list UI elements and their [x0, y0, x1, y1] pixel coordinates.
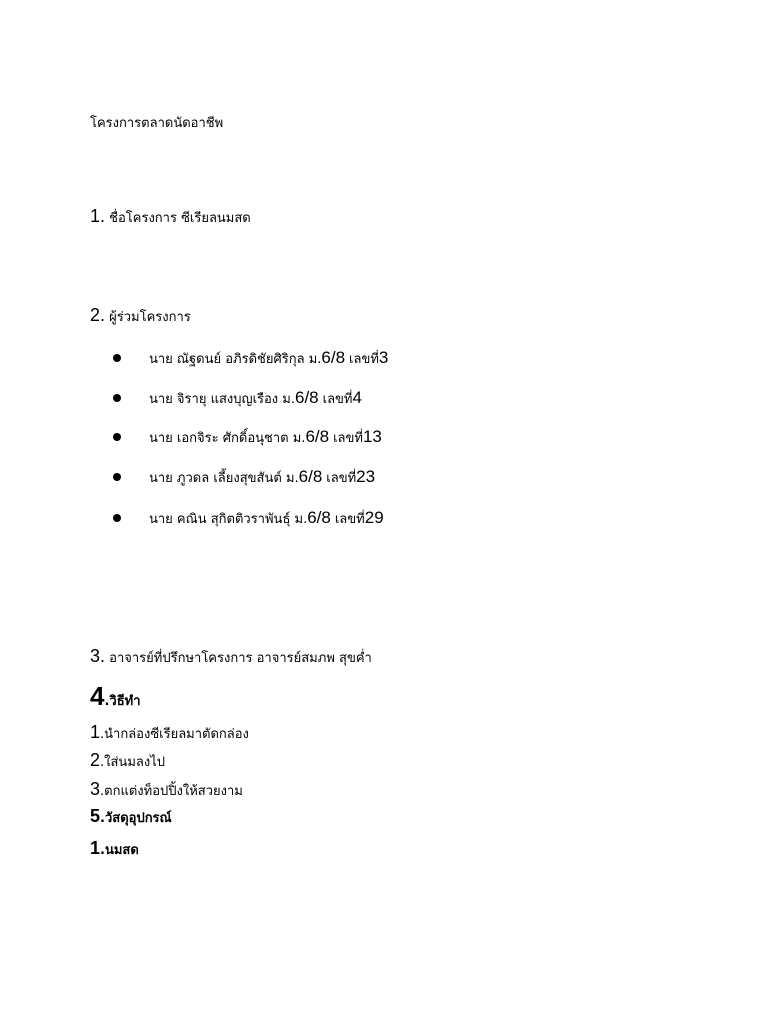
section-5-text: .วัสดุอุปกรณ์: [100, 811, 172, 826]
document-title: [90, 114, 223, 134]
member-number: 3: [378, 348, 389, 367]
bullet-icon: [113, 394, 121, 402]
member-number: 23: [356, 467, 376, 486]
member-number-label: เลขที่: [334, 512, 365, 527]
bullet-icon: [113, 354, 121, 362]
title-text: โครงการตลาดนัดอาชีพ: [90, 116, 224, 131]
member-class: 6/8: [298, 467, 323, 486]
member-list-item: [113, 387, 362, 411]
member-number-label: เลขที่: [349, 352, 379, 367]
bullet-icon: [113, 433, 121, 441]
member-number: 4: [352, 388, 362, 407]
step-number: 2: [90, 750, 101, 770]
section-2: [90, 305, 191, 328]
section-1-number: 1.: [90, 206, 106, 226]
member-name: นาย ภูวดล เลี้ยงสุขสันต์ ม.: [149, 471, 299, 486]
material-text: .นมสด: [100, 843, 139, 858]
member-list-item: [113, 347, 388, 371]
step-text: .ใส่นมลงไป: [100, 755, 165, 770]
section-1: [90, 206, 251, 229]
section-5-heading: [90, 806, 172, 829]
member-list-item: [113, 507, 384, 531]
section-4-text: .วิธีทำ: [104, 694, 141, 709]
bullet-icon: [113, 473, 121, 481]
member-number-label: เลขที่: [326, 471, 357, 486]
member-number: 29: [364, 508, 384, 527]
section-1-text: ชื่อโครงการ ซีเรียลนมสด: [109, 211, 251, 226]
section-3-text: อาจารย์ที่ปรึกษาโครงการ อาจารย์สมภพ สุขค่ำ: [109, 651, 372, 666]
bullet-icon: [113, 514, 121, 522]
material-number: 1: [90, 838, 101, 858]
step-text: .นำกล่องซีเรียลมาตัดกล่อง: [100, 727, 249, 742]
section-3: [90, 646, 372, 669]
member-number: 13: [362, 427, 382, 446]
member-name: นาย ณัฐดนย์ อภิรดิชัยศิริกุล ม.: [149, 352, 322, 367]
member-name: นาย จิรายุ แสงบุญเรือง ม.: [149, 392, 295, 407]
member-list-item: [113, 426, 382, 450]
member-name: นาย เอกจิระ ศักดิ์อนุชาต ม.: [149, 431, 306, 446]
step-number: 3: [90, 779, 101, 799]
member-class: 6/8: [321, 348, 346, 367]
method-step: [90, 779, 243, 802]
member-class: 6/8: [305, 427, 330, 446]
material-item: [90, 838, 139, 861]
section-2-number: 2.: [90, 305, 106, 325]
member-class: 6/8: [307, 508, 331, 527]
member-name: นาย คณิน สุกิตติวราพันธุ์ ม.: [149, 512, 308, 527]
section-3-number: 3.: [90, 646, 106, 666]
method-step: [90, 722, 249, 745]
section-4-number: 4: [90, 681, 105, 711]
section-2-text: ผู้ร่วมโครงการ: [109, 310, 191, 325]
section-4-heading: [90, 681, 141, 712]
member-number-label: เลขที่: [333, 431, 363, 446]
step-number: 1: [90, 722, 101, 742]
member-class: 6/8: [295, 388, 319, 407]
member-list-item: [113, 466, 375, 490]
member-number-label: เลขที่: [322, 392, 353, 407]
section-5-number: 5: [90, 806, 101, 826]
step-text: .ตกแต่งท็อปปิ้งให้สวยงาม: [100, 784, 243, 799]
method-step: [90, 750, 165, 773]
